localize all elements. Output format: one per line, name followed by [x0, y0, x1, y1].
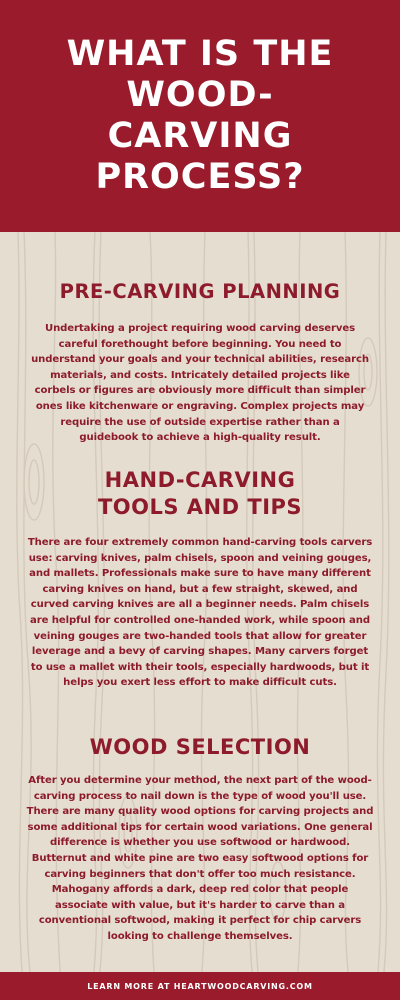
page-title: WHAT IS THE WOOD-CARVING PROCESS?: [66, 34, 334, 197]
section-heading: PRE-CARVING PLANNING: [59, 280, 341, 303]
section-body: Undertaking a project requiring wood carving deserves careful forethought before beginning. You need to understand your goals and your technical abilities, research materials, and costs. Intricately detailed projects like corbels or figures are obviously more difficult than simpler ones like kitchenware or engraving. Complex projects may require the use of outside expertise rather than a guidebook to achieve a high-quality result.: [31, 323, 369, 444]
footer-link-text[interactable]: LEARN MORE AT HEARTWOODCARVING.COM: [87, 981, 313, 991]
section-hand-carving-tools: [0, 467, 400, 691]
section-wood-selection: [0, 734, 400, 945]
section-heading: HAND-CARVING TOOLS AND TIPS: [97, 468, 303, 519]
section-pre-carving-planning: [0, 278, 400, 446]
section-body: There are four extremely common hand-carving tools carvers use: carving knives, palm chisels, spoon and veining gouges, and mallets. Professionals make sure to have many different carving knives on hand, but a few straight, skewed, and curved carving knives are all a beginner needs. Palm chisels are helpful for controlled one-handed work, while spoon and veining gouges are two-handed tools that allow for greater leverage and a bevy of carving shapes. Many carvers forget to use a mallet with their tools, especially hardwoods, but it helps you exert less effort to make difficult cuts.: [27, 537, 373, 689]
section-body: After you determine your method, the next part of the wood-carving process to nail down is the type of wood you'll use. There are many quality wood options for carving projects and some additional tips for certain wood variations. One general difference is whether you use softwood or hardwood. Butternut and white pine are two easy softwood options for carving beginners that don't offer too much resistance. Mahogany affords a dark, deep red color that people associate with value, but it's harder to carve than a conventional softwood, making it perfect for chip carvers looking to challenge themselves.: [26, 775, 374, 942]
footer-banner: [0, 972, 400, 1000]
section-heading: WOOD SELECTION: [89, 735, 311, 759]
header-banner: [0, 0, 400, 232]
